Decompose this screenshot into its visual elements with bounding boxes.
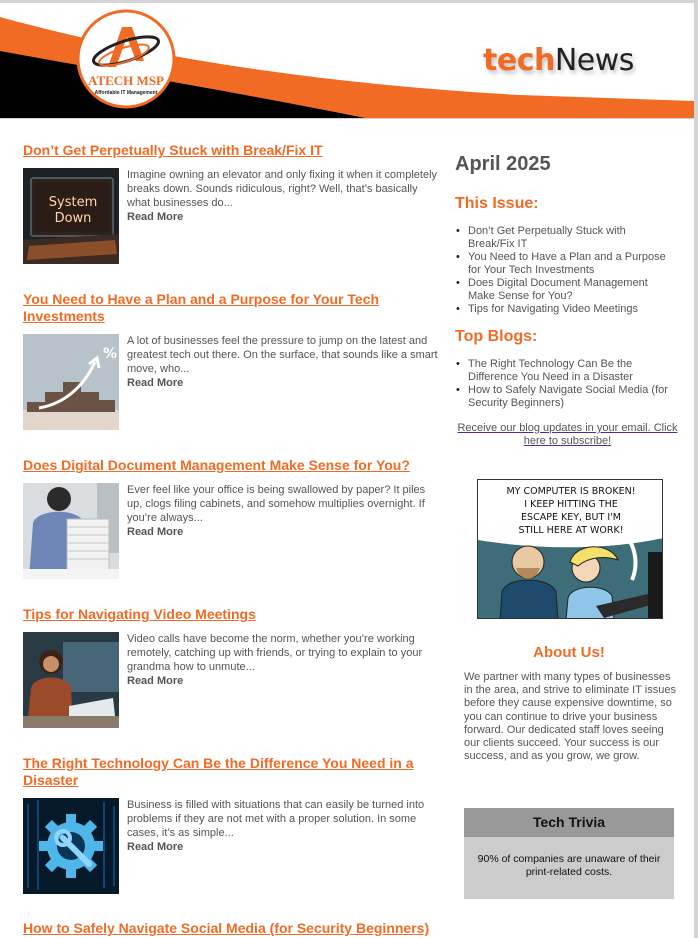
svg-text:MY COMPUTER IS BROKEN!: MY COMPUTER IS BROKEN! xyxy=(506,486,636,497)
article-thumbnail-video-call[interactable] xyxy=(23,632,119,728)
svg-text:Down: Down xyxy=(54,211,92,226)
read-more-link[interactable]: Read More xyxy=(127,841,184,853)
technews-brand xyxy=(483,43,634,78)
about-heading: About Us! xyxy=(533,644,605,661)
subscribe-block xyxy=(455,422,680,448)
trivia-heading: Tech Trivia xyxy=(464,808,674,837)
svg-text:ESCAPE KEY, BUT I'M: ESCAPE KEY, BUT I'M xyxy=(521,512,621,523)
svg-text:I KEEP HITTING THE: I KEEP HITTING THE xyxy=(524,499,618,510)
article-item xyxy=(23,457,443,539)
article-excerpt: Business is filled with situations that can easily be turned into problems if they are not met with a proper solution. In some cases, it’s as simple... xyxy=(127,799,425,839)
page-right-border xyxy=(694,3,698,938)
article-excerpt: Ever feel like your office is being swallowed by paper? It piles up, clogs filing cabinets, and somehow multiplies overnight. If you’re always... xyxy=(127,484,426,524)
top-blogs-list xyxy=(455,358,670,410)
comic-strip xyxy=(477,479,663,619)
top-blog-item: • How to Safely Navigate Social Media (for Security Beginners) xyxy=(455,384,670,410)
about-text: We partner with many types of businesses in the area, and strive to eliminate IT issues before they cause expensive downtime, so you can continue to drive your business forward. Our dedicated staff loves seeing our clients succeed. Your success is our success, and as you grow, we grow. xyxy=(464,671,676,763)
article-title-link[interactable]: How to Safely Navigate Social Media (for Security Beginners) xyxy=(23,920,430,936)
atech-msp-logo[interactable] xyxy=(76,9,176,109)
article-thumbnail-system-down[interactable] xyxy=(23,168,119,264)
article-excerpt: A lot of businesses feel the pressure to jump on the latest and greatest tech out there. On the surface, that sounds like a smart move, who... xyxy=(127,335,438,375)
top-blog-item: • The Right Technology Can Be the Difference You Need in a Disaster xyxy=(455,358,670,384)
read-more-link[interactable]: Read More xyxy=(127,526,184,538)
read-more-link[interactable]: Read More xyxy=(127,211,184,223)
subscribe-link[interactable]: Receive our blog updates in your email. Click here to subscribe! xyxy=(457,422,678,447)
this-issue-item: • You Need to Have a Plan and a Purpose for Your Tech Investments xyxy=(455,251,670,277)
this-issue-item: • Tips for Navigating Video Meetings xyxy=(455,303,670,316)
article-thumbnail-paperwork[interactable] xyxy=(23,483,119,579)
read-more-link[interactable]: Read More xyxy=(127,675,184,687)
svg-text:System: System xyxy=(48,195,98,210)
newsletter-header xyxy=(0,3,694,119)
svg-text:%: % xyxy=(103,346,118,362)
article-item xyxy=(23,606,443,688)
this-issue-heading: This Issue: xyxy=(455,195,539,212)
issue-month: April 2025 xyxy=(455,153,551,175)
article-item xyxy=(23,920,443,937)
brand-tech: tech xyxy=(483,43,555,78)
article-item xyxy=(23,142,443,224)
article-thumbnail-gear-wrench[interactable] xyxy=(23,798,119,894)
top-blogs-heading: Top Blogs: xyxy=(455,328,538,345)
this-issue-item: • Don’t Get Perpetually Stuck with Break/Fix IT xyxy=(455,225,670,251)
trivia-text: 90% of companies are unaware of their print-related costs. xyxy=(464,837,674,899)
article-title-link[interactable]: Don’t Get Perpetually Stuck with Break/Fix IT xyxy=(23,142,323,158)
article-excerpt: Imagine owning an elevator and only fixing it when it completely breaks down. Sounds ridiculous, right? Well, that’s basically what businesses do... xyxy=(127,169,438,209)
article-item xyxy=(23,291,443,390)
read-more-link[interactable]: Read More xyxy=(127,377,184,389)
article-title-link[interactable]: You Need to Have a Plan and a Purpose for Your Tech Investments xyxy=(23,291,380,324)
svg-text:ATECH MSP: ATECH MSP xyxy=(88,73,164,88)
article-title-link[interactable]: Does Digital Document Management Make Sense for You? xyxy=(23,457,410,473)
svg-text:Affordable IT Management: Affordable IT Management xyxy=(94,90,158,96)
article-thumbnail-coins[interactable] xyxy=(23,334,119,430)
brand-news: News xyxy=(554,43,634,78)
svg-text:STILL HERE AT WORK!: STILL HERE AT WORK! xyxy=(518,525,624,536)
article-title-link[interactable]: Tips for Navigating Video Meetings xyxy=(23,606,256,622)
article-excerpt: Video calls have become the norm, whether you’re working remotely, catching up with friends, or trying to explain to your grandma how to unmute... xyxy=(127,633,423,673)
article-title-link[interactable]: The Right Technology Can Be the Difference You Need in a Disaster xyxy=(23,755,414,788)
this-issue-item: • Does Digital Document Management Make Sense for You? xyxy=(455,277,670,303)
this-issue-list xyxy=(455,225,670,316)
article-item xyxy=(23,755,443,854)
tech-trivia-box xyxy=(464,808,674,899)
